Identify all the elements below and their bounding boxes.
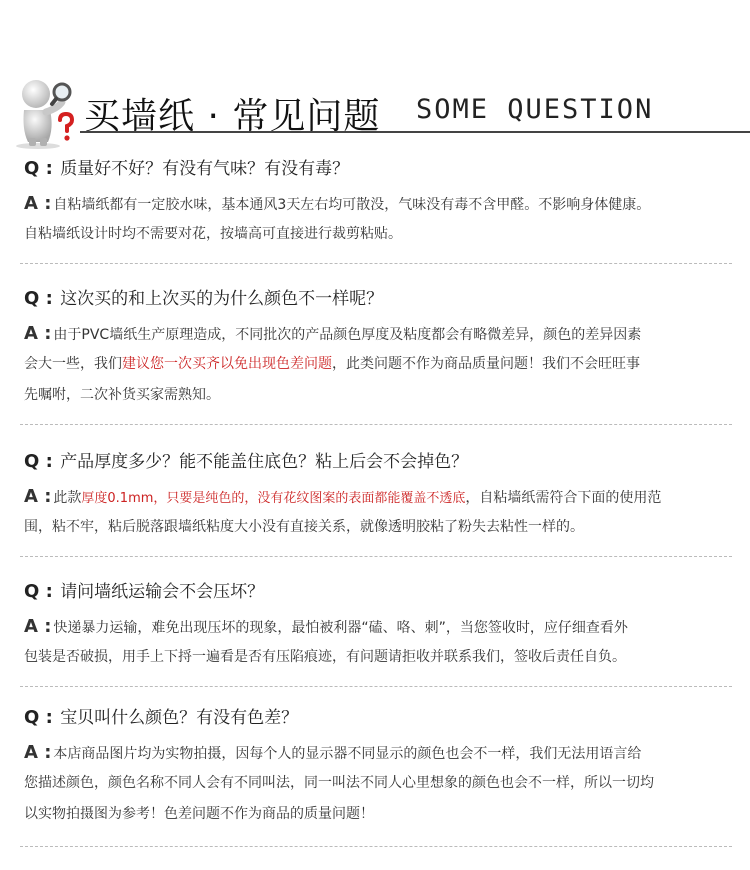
faq-question (24, 705, 750, 731)
faq-question (24, 449, 750, 475)
question-text: 质量好不好？有没有气味？有没有毒？ (60, 159, 350, 179)
answer-text: 快递暴力运输，难免出现压坏的现象，最怕被利器“磕、咯、刺”，当您签收时，应仔细查看外 (53, 620, 628, 636)
a-mark: A : (24, 742, 52, 763)
faq-answer (24, 611, 750, 673)
answer-text: 此款 (53, 490, 82, 506)
faq-answer (24, 481, 750, 543)
page-subtitle: SOME QUESTION (416, 94, 654, 125)
dashed-divider (20, 686, 732, 687)
faq-answer (24, 737, 750, 830)
faq-item (24, 705, 750, 830)
answer-text: 自粘墙纸设计时均不需要对花，按墙高可直接进行裁剪粘贴。 (24, 226, 402, 242)
a-mark: A : (24, 486, 52, 507)
answer-text: 自粘墙纸都有一定胶水味，基本通风3天左右均可散没，气味没有毒不含甲醛。不影响身体健康。 (53, 197, 651, 213)
faq-question (24, 156, 750, 182)
question-mascot-icon (8, 72, 78, 150)
question-text: 这次买的和上次买的为什么颜色不一样呢？ (60, 289, 384, 309)
title-underline (80, 131, 750, 133)
dashed-divider (20, 556, 732, 557)
q-mark: Q : (24, 707, 53, 728)
answer-line (24, 799, 750, 830)
answer-line (24, 188, 750, 219)
q-mark: Q : (24, 451, 53, 472)
answer-line (24, 318, 750, 349)
question-text: 产品厚度多少？能不能盖住底色？粘上后会不会掉色？ (60, 452, 469, 472)
answer-text: 围，粘不牢，粘后脱落跟墙纸粘度大小没有直接关系，就像透明胶粘了粉失去粘性一样的。 (24, 519, 584, 535)
page-title: 买墙纸 · 常见问题 (84, 96, 381, 137)
answer-line (24, 737, 750, 768)
a-mark: A : (24, 616, 52, 637)
answer-text: ，此类问题不作为商品质量问题！我们不会旺旺事 (332, 356, 640, 372)
q-mark: Q : (24, 581, 53, 602)
answer-text: 会大一些，我们 (24, 356, 122, 372)
answer-line (24, 349, 750, 380)
q-mark: Q : (24, 288, 53, 309)
answer-line (24, 768, 750, 799)
answer-text: 以实物拍摄图为参考！色差问题不作为商品的质量问题！ (24, 806, 374, 822)
faq-item (24, 579, 750, 673)
faq-question (24, 286, 750, 312)
dashed-divider (20, 263, 732, 264)
faq-answer (24, 318, 750, 411)
answer-text: 本店商品图片均为实物拍摄，因每个人的显示器不同显示的颜色也会不一样，我们无法用语言给 (53, 746, 642, 762)
page-header (0, 0, 750, 150)
faq-question (24, 579, 750, 605)
q-mark: Q : (24, 158, 53, 179)
a-mark: A : (24, 193, 52, 214)
question-text: 请问墙纸运输会不会压坏？ (60, 582, 265, 602)
answer-line (24, 611, 750, 642)
faq-item (24, 156, 750, 250)
answer-line (24, 380, 750, 411)
answer-text: 包装是否破损，用手上下捋一遍看是否有压陷痕迹，有问题请拒收并联系我们，签收后责任自负。 (24, 649, 626, 665)
answer-text: 先嘱咐，二次补货买家需熟知。 (24, 387, 220, 403)
answer-line (24, 512, 750, 543)
answer-text: 您描述颜色，颜色名称不同人会有不同叫法，同一叫法不同人心里想象的颜色也会不一样，所以一切均 (24, 775, 654, 791)
dashed-divider (20, 424, 732, 425)
answer-line (24, 219, 750, 250)
dashed-divider (20, 846, 732, 847)
faq-answer (24, 188, 750, 250)
question-text: 宝贝叫什么颜色？有没有色差？ (60, 708, 299, 728)
a-mark: A : (24, 323, 52, 344)
highlight-text: 建议您一次买齐以免出现色差问题 (122, 356, 332, 372)
highlight-text: 厚度0.1mm，只要是纯色的，没有花纹图案的表面都能覆盖不透底 (81, 491, 466, 506)
answer-line (24, 481, 750, 512)
answer-text: ，自粘墙纸需符合下面的使用范 (465, 490, 662, 506)
answer-line (24, 642, 750, 673)
faq-item (24, 286, 750, 411)
answer-text: 由于PVC墙纸生产原理造成，不同批次的产品颜色厚度及粘度都会有略微差异，颜色的差异因素 (53, 327, 642, 343)
faq-item (24, 449, 750, 543)
